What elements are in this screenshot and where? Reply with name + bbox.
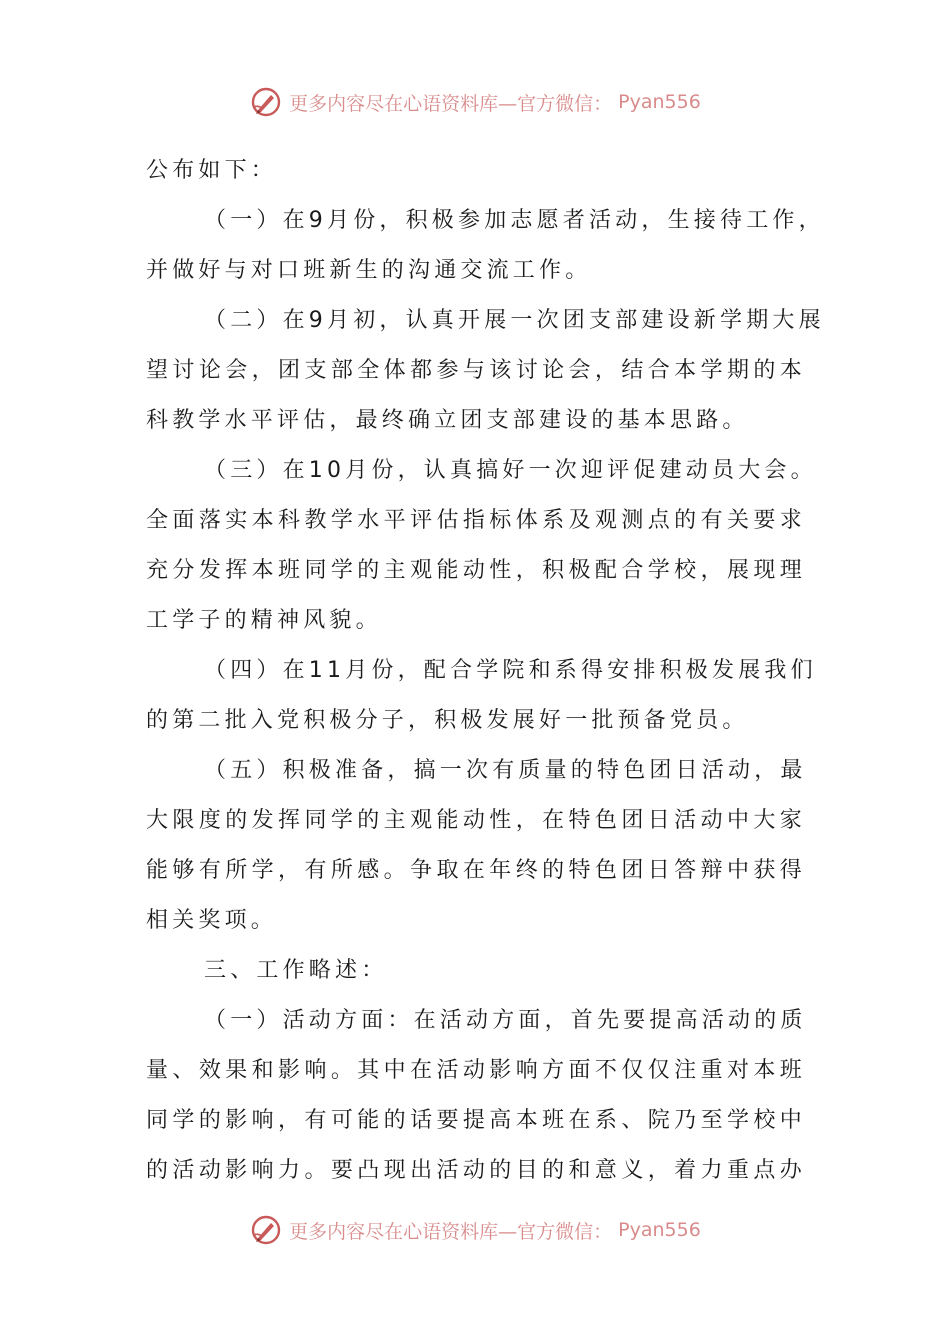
footer-watermark <box>0 1212 950 1248</box>
text-line: （二）在9月初，认真开展一次团支部建设新学期大展 <box>204 308 825 333</box>
text-line: （一）活动方面：在活动方面，首先要提高活动的质 <box>204 1008 807 1033</box>
text-line: 科教学水平评估，最终确立团支部建设的基本思路。 <box>146 408 749 433</box>
text-line: 充分发挥本班同学的主观能动性，积极配合学校，展现理 <box>146 558 806 583</box>
text-line: 相关奖项。 <box>146 908 278 933</box>
text-line: 的第二批入党积极分子，积极发展好一批预备党员。 <box>146 708 749 733</box>
text-line: 全面落实本科教学水平评估指标体系及观测点的有关要求 <box>146 508 806 533</box>
text-line: （三）在10月份，认真搞好一次迎评促建动员大会。 <box>204 458 817 483</box>
watermark-wechat-id: Pyan556 <box>618 91 701 113</box>
text-line: 公布如下： <box>146 158 278 183</box>
pen-circle-logo-icon <box>249 85 283 119</box>
watermark-text: 更多内容尽在心语资料库—官方微信： <box>289 1220 613 1243</box>
text-line: 同学的影响，有可能的话要提高本班在系、院乃至学校中 <box>146 1108 806 1133</box>
watermark-text: 更多内容尽在心语资料库—官方微信： <box>289 92 613 115</box>
document-body <box>146 146 825 1196</box>
text-line: 量、效果和影响。其中在活动影响方面不仅仅注重对本班 <box>146 1058 806 1083</box>
text-line: 工学子的精神风貌。 <box>146 608 382 633</box>
text-line: （四）在11月份，配合学院和系得安排积极发展我们 <box>204 658 817 683</box>
pen-circle-logo-icon <box>249 1213 283 1247</box>
text-line: 三、工作略述： <box>204 958 388 983</box>
watermark-wechat-id: Pyan556 <box>618 1219 701 1241</box>
text-line: 望讨论会，团支部全体都参与该讨论会，结合本学期的本 <box>146 358 806 383</box>
header-watermark <box>0 84 950 120</box>
text-line: 能够有所学，有所感。争取在年终的特色团日答辩中获得 <box>146 858 806 883</box>
text-line: （一）在9月份，积极参加志愿者活动，生接待工作， <box>204 208 825 233</box>
text-line: 的活动影响力。要凸现出活动的目的和意义，着力重点办 <box>146 1158 806 1183</box>
text-line: （五）积极准备，搞一次有质量的特色团日活动，最 <box>204 758 807 783</box>
text-line: 并做好与对口班新生的沟通交流工作。 <box>146 258 592 283</box>
text-line: 大限度的发挥同学的主观能动性，在特色团日活动中大家 <box>146 808 806 833</box>
